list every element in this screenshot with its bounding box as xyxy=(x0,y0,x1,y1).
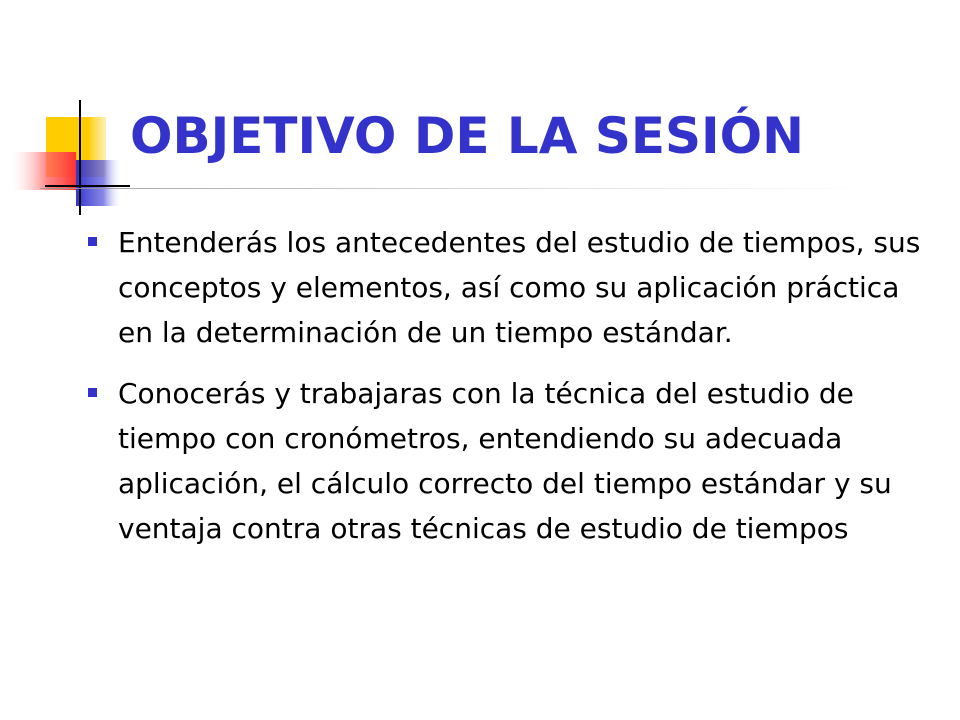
bullet-text: Conocerás y trabajaras con la técnica del estudio de tiempo con cronómetros, entendiendo su adecuada aplicación, el cálculo correcto del tiempo estándar y su ventaja contra otras técnicas de estudio de tiempos xyxy=(118,377,892,545)
deco-blue-square xyxy=(76,160,122,206)
bullet-item xyxy=(88,220,938,355)
bullet-square-icon xyxy=(88,237,97,246)
slide-title: OBJETIVO DE LA SESIÓN xyxy=(130,107,804,165)
title-divider xyxy=(40,188,870,189)
bullet-text: Entenderás los antecedentes del estudio de tiempos, sus conceptos y elementos, así como su aplicación práctica en la determinación de un tiempo estándar. xyxy=(118,226,921,349)
bullet-item xyxy=(88,371,938,551)
bullet-list xyxy=(88,220,938,567)
deco-red-square xyxy=(12,152,76,190)
bullet-square-icon xyxy=(88,388,97,397)
